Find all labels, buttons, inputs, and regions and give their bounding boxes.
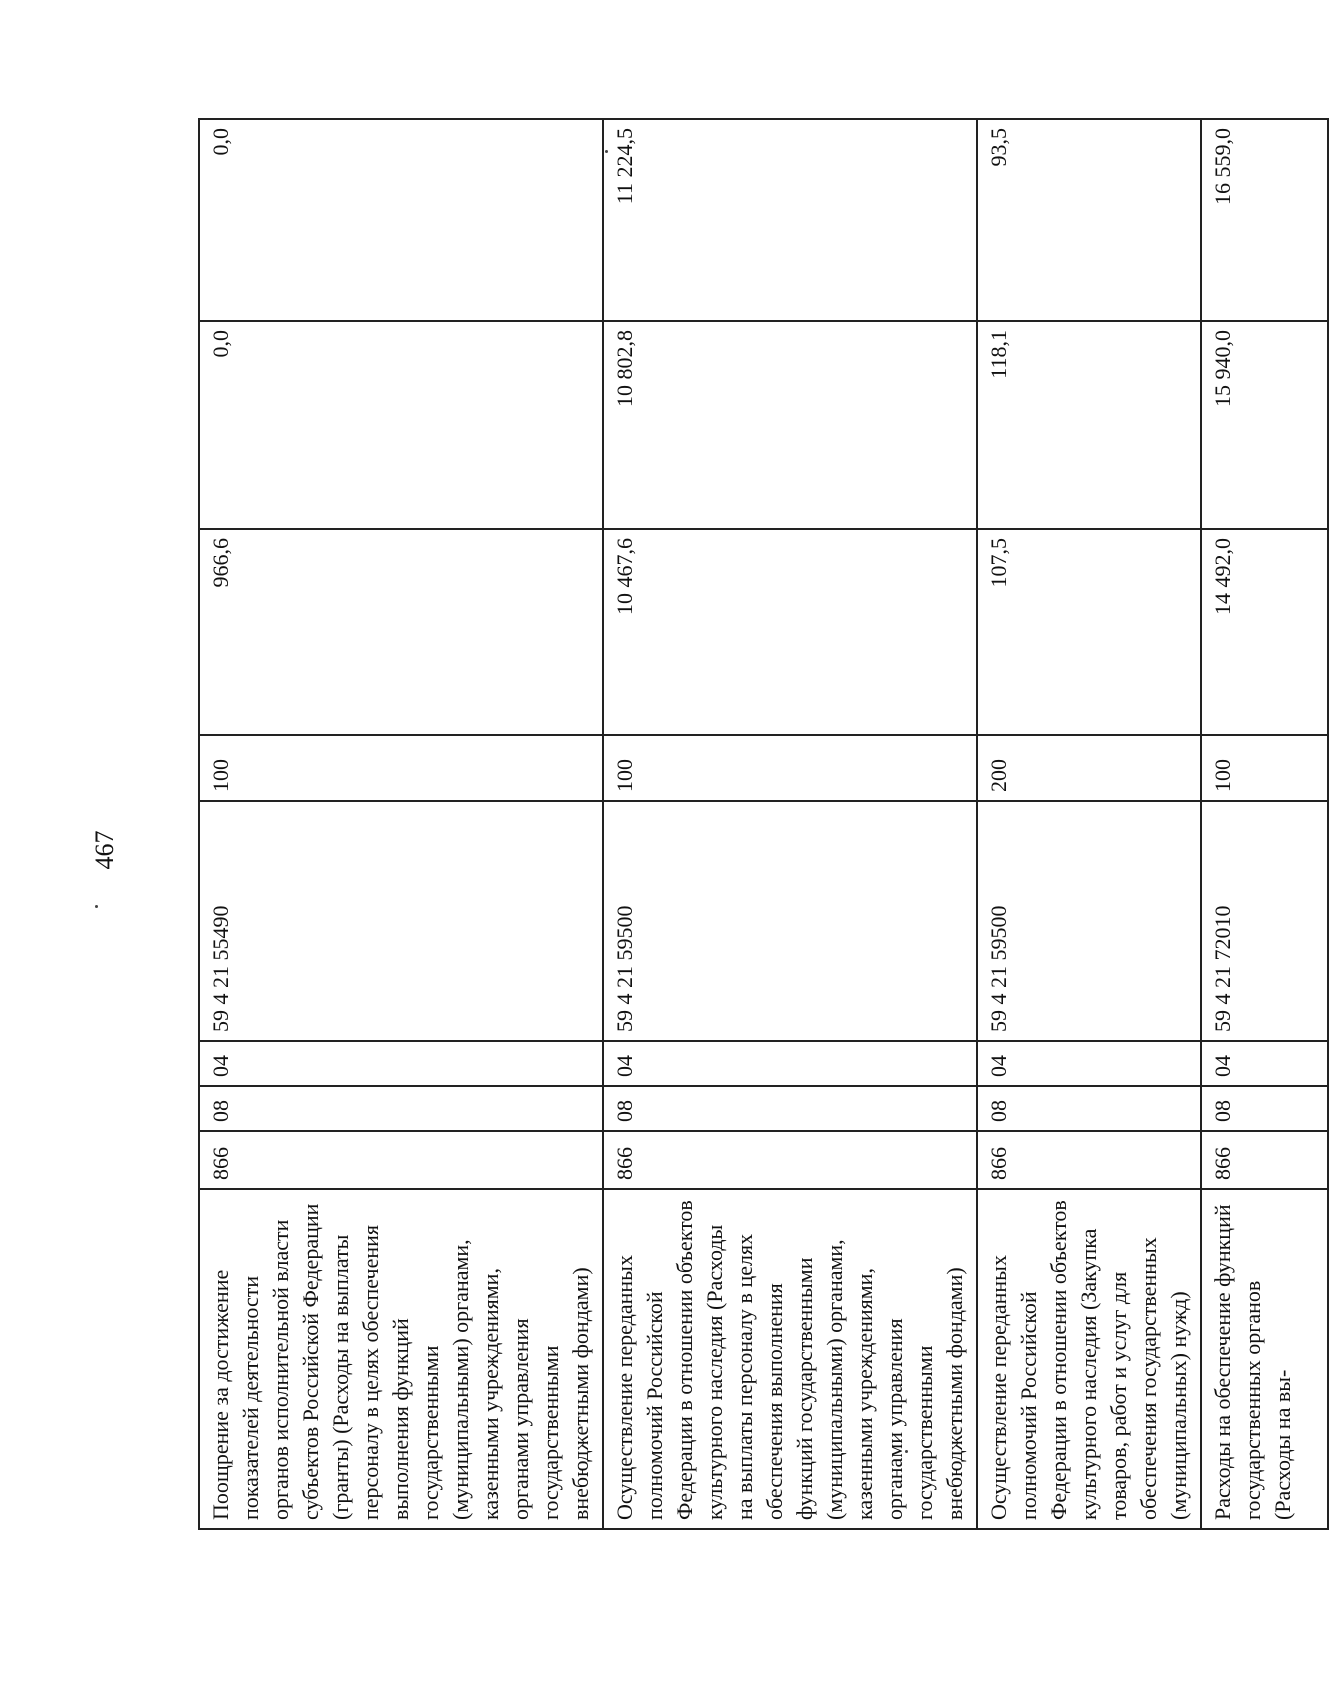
expense-type-code: 200 xyxy=(977,735,1201,801)
budget-table xyxy=(198,118,1329,1530)
amount-year-2: 10 802,8 xyxy=(603,321,977,529)
expense-type-code: 100 xyxy=(603,735,977,801)
ministry-code: 866 xyxy=(1201,1131,1328,1189)
expense-type-code: 100 xyxy=(199,735,603,801)
table-row xyxy=(199,119,603,1529)
section-code: 08 xyxy=(603,1086,977,1131)
amount-year-2: 118,1 xyxy=(977,321,1201,529)
target-article-code: 59 4 21 59500 xyxy=(603,801,977,1041)
expense-name: Осуществление переданных полномочий Российской Федерации в отношении объектов культурного наследия (Расходы на выплаты персоналу в целях обеспечения выполнения функций государственными (муниципальными) органами, казенными учреждениями, органами управления государственными внебюджетными фондами) xyxy=(603,1189,977,1529)
expense-name: Поощрение за достижение показателей деятельности органов исполнительной власти субъектов Российской Федерации (гранты) (Расходы на выплаты персоналу в целях обеспечения выполнения функций государственными (муниципальными) органами, казенными учреждениями, органами управления государственными внебюджетными фондами) xyxy=(199,1189,603,1529)
amount-year-3: 16 559,0 xyxy=(1201,119,1328,321)
amount-year-3: 11 224,5 xyxy=(603,119,977,321)
amount-year-3: 93,5 xyxy=(977,119,1201,321)
expense-name: Расходы на обеспечение функций государственных органов (Расходы на вы- xyxy=(1201,1189,1328,1529)
subsection-code: 04 xyxy=(199,1041,603,1086)
amount-year-2: 0,0 xyxy=(199,321,603,529)
budget-table-rotated xyxy=(198,120,1295,1530)
ministry-code: 866 xyxy=(977,1131,1201,1189)
table-row xyxy=(603,119,977,1529)
target-article-code: 59 4 21 59500 xyxy=(977,801,1201,1041)
section-code: 08 xyxy=(977,1086,1201,1131)
amount-year-1: 14 492,0 xyxy=(1201,529,1328,735)
expense-name: Осуществление переданных полномочий Российской Федерации в отношении объектов культурного наследия (Закупка товаров, работ и услуг для обеспечения государственных (муниципальных) нужд) xyxy=(977,1189,1201,1529)
amount-year-1: 107,5 xyxy=(977,529,1201,735)
amount-year-1: 966,6 xyxy=(199,529,603,735)
subsection-code: 04 xyxy=(603,1041,977,1086)
scan-speck xyxy=(95,905,98,908)
amount-year-2: 15 940,0 xyxy=(1201,321,1328,529)
section-code: 08 xyxy=(199,1086,603,1131)
target-article-code: 59 4 21 55490 xyxy=(199,801,603,1041)
section-code: 08 xyxy=(1201,1086,1328,1131)
amount-year-3: 0,0 xyxy=(199,119,603,321)
expense-type-code: 100 xyxy=(1201,735,1328,801)
target-article-code: 59 4 21 72010 xyxy=(1201,801,1328,1041)
amount-year-1: 10 467,6 xyxy=(603,529,977,735)
ministry-code: 866 xyxy=(199,1131,603,1189)
subsection-code: 04 xyxy=(1201,1041,1328,1086)
page-number: 467 xyxy=(90,830,119,870)
table-row xyxy=(1201,119,1328,1529)
ministry-code: 866 xyxy=(603,1131,977,1189)
subsection-code: 04 xyxy=(977,1041,1201,1086)
table-row xyxy=(977,119,1201,1529)
